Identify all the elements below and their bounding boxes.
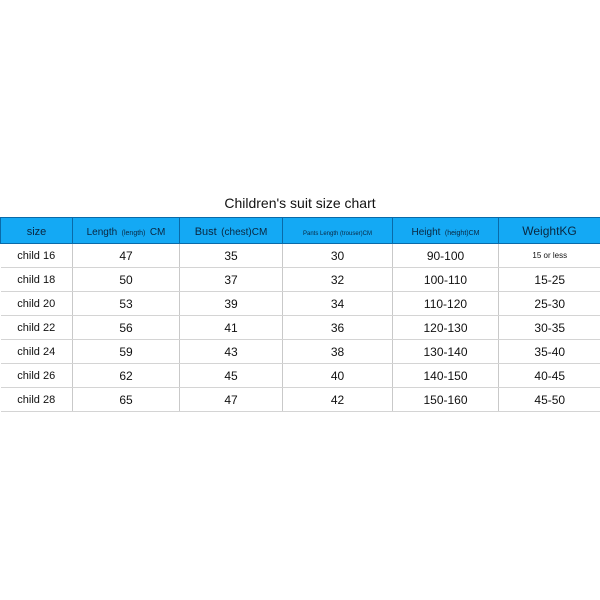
cell-bust: 39 xyxy=(180,292,283,316)
cell-weight: 40-45 xyxy=(499,364,600,388)
cell-height: 130-140 xyxy=(393,340,499,364)
table-row xyxy=(1,340,600,364)
header-length-label: Length xyxy=(86,226,118,238)
cell-length: 56 xyxy=(73,316,180,340)
cell-pants: 32 xyxy=(283,268,393,292)
header-length xyxy=(73,218,180,244)
header-height xyxy=(393,218,499,244)
cell-size: child 20 xyxy=(1,292,73,316)
cell-bust: 41 xyxy=(180,316,283,340)
cell-weight: 15 or less xyxy=(499,244,600,268)
cell-weight: 35-40 xyxy=(499,340,600,364)
table-row xyxy=(1,268,600,292)
size-table xyxy=(0,217,600,412)
cell-length: 50 xyxy=(73,268,180,292)
header-height-sub: (height)CM xyxy=(444,229,480,237)
cell-size: child 22 xyxy=(1,316,73,340)
cell-length: 59 xyxy=(73,340,180,364)
cell-size: child 24 xyxy=(1,340,73,364)
header-row xyxy=(1,218,600,244)
table-row xyxy=(1,316,600,340)
cell-pants: 38 xyxy=(283,340,393,364)
table-row xyxy=(1,292,600,316)
cell-weight: 30-35 xyxy=(499,316,600,340)
header-pants xyxy=(283,218,393,244)
cell-pants: 40 xyxy=(283,364,393,388)
header-weight-label: WeightKG xyxy=(522,223,577,238)
cell-weight: 45-50 xyxy=(499,388,600,412)
cell-size: child 26 xyxy=(1,364,73,388)
header-length-unit: CM xyxy=(149,226,166,238)
cell-size: child 18 xyxy=(1,268,73,292)
header-size-label: size xyxy=(26,225,47,238)
cell-height: 140-150 xyxy=(393,364,499,388)
cell-length: 65 xyxy=(73,388,180,412)
cell-height: 120-130 xyxy=(393,316,499,340)
cell-size: child 16 xyxy=(1,244,73,268)
cell-height: 100-110 xyxy=(393,268,499,292)
table-row xyxy=(1,364,600,388)
header-bust-sub: (chest)CM xyxy=(221,226,268,238)
cell-length: 53 xyxy=(73,292,180,316)
cell-bust: 43 xyxy=(180,340,283,364)
header-bust-label: Bust xyxy=(194,225,217,238)
cell-height: 90-100 xyxy=(393,244,499,268)
cell-bust: 35 xyxy=(180,244,283,268)
cell-length: 62 xyxy=(73,364,180,388)
cell-height: 150-160 xyxy=(393,388,499,412)
header-bust xyxy=(180,218,283,244)
header-height-label: Height xyxy=(411,226,441,238)
cell-weight: 25-30 xyxy=(499,292,600,316)
cell-length: 47 xyxy=(73,244,180,268)
cell-size: child 28 xyxy=(1,388,73,412)
cell-pants: 36 xyxy=(283,316,393,340)
header-length-sub: (length) xyxy=(121,229,146,237)
cell-pants: 30 xyxy=(283,244,393,268)
cell-bust: 45 xyxy=(180,364,283,388)
cell-height: 110-120 xyxy=(393,292,499,316)
cell-bust: 37 xyxy=(180,268,283,292)
header-size xyxy=(1,218,73,244)
page-title: Children's suit size chart xyxy=(224,195,376,211)
table-row xyxy=(1,388,600,412)
cell-pants: 34 xyxy=(283,292,393,316)
cell-weight: 15-25 xyxy=(499,268,600,292)
cell-bust: 47 xyxy=(180,388,283,412)
header-pants-label: Pants Length (trouser)CM xyxy=(302,230,373,237)
table-row xyxy=(1,244,600,268)
header-weight xyxy=(499,218,600,244)
cell-pants: 42 xyxy=(283,388,393,412)
